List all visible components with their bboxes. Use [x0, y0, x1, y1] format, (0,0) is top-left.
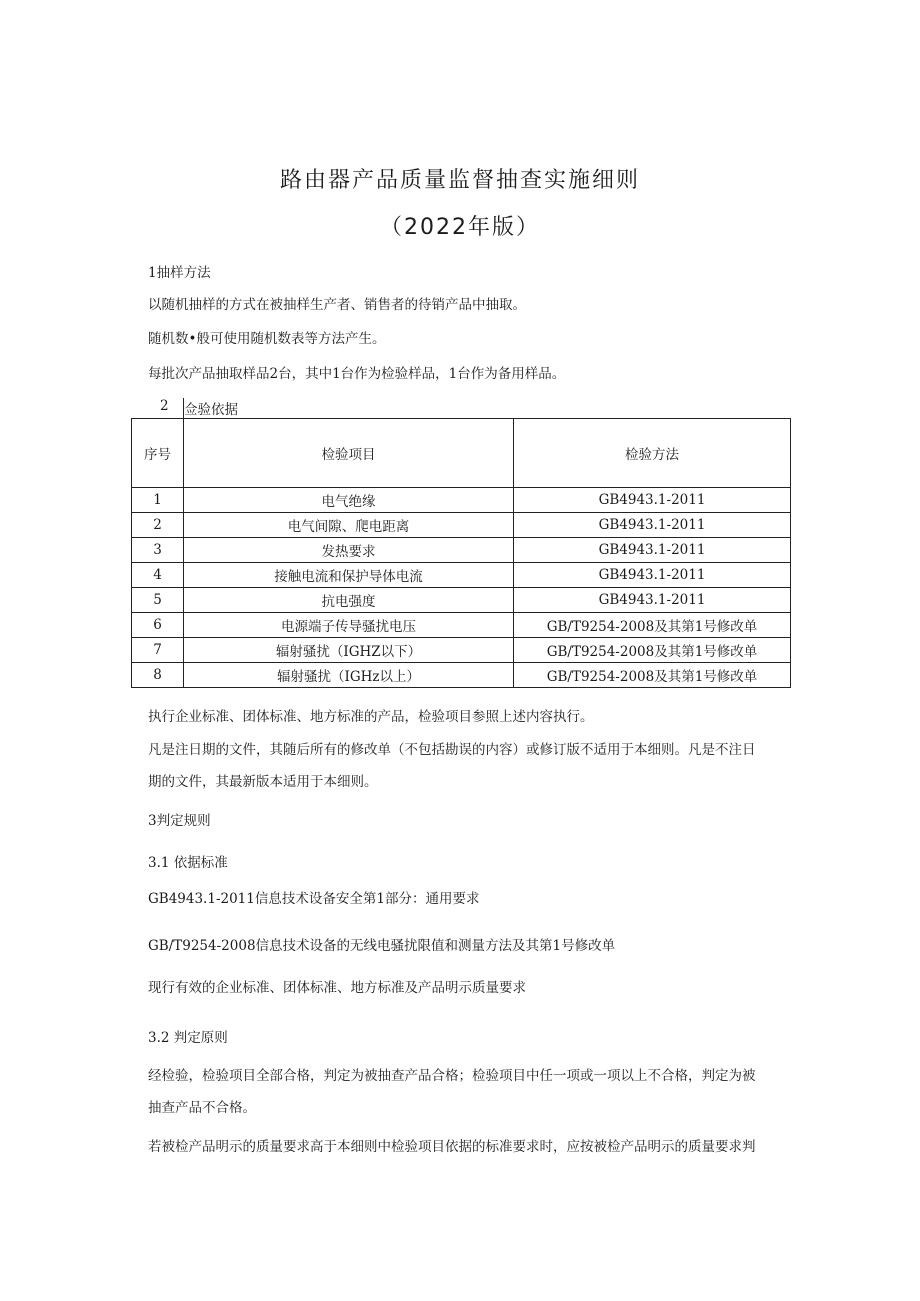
- cell-serial: 6: [132, 613, 184, 638]
- table-row: [132, 638, 791, 663]
- cell-serial: 1: [132, 488, 184, 513]
- cell-item: 电气间隙、爬电距离: [184, 513, 514, 538]
- cell-serial: 8: [132, 663, 184, 688]
- after-table-line: 期的文件，其最新版本适用于本细则。: [148, 774, 378, 790]
- cell-serial: 2: [132, 513, 184, 538]
- section3-2-heading: 3.2 判定原则: [148, 1030, 228, 1046]
- inspection-table: [131, 418, 791, 688]
- section3-1-heading: 3.1 依据标准: [148, 855, 228, 871]
- cell-method: GB4943.1-2011: [514, 563, 791, 588]
- table-row: [132, 613, 791, 638]
- standard-line: GB/T9254-2008信息技术设备的无线电骚扰限值和测量方法及其第1号修改单: [148, 938, 616, 954]
- table-row: [132, 488, 791, 513]
- after-table-line: 凡是注日期的文件，其随后所有的修改单（不包括勘误的内容）或修订版不适用于本细则。凡是不注日: [148, 742, 756, 758]
- table-row: [132, 563, 791, 588]
- header-method: 检验方法: [514, 419, 791, 488]
- cell-serial: 4: [132, 563, 184, 588]
- principle-line: 经检验，检验项目全部合格，判定为被抽查产品合格；检验项目中任一项或一项以上不合格，判定为被: [148, 1068, 756, 1084]
- table-row: [132, 588, 791, 613]
- section1-line: 以随机抽样的方式在被抽样生产者、销售者的待销产品中抽取。: [148, 297, 526, 313]
- cell-item: 辐射骚扰（IGHZ以下）: [184, 638, 514, 663]
- cell-method: GB4943.1-2011: [514, 513, 791, 538]
- section3-heading: 3判定规则: [148, 813, 211, 829]
- cell-method: GB4943.1-2011: [514, 488, 791, 513]
- section2-label: 佥验依据: [184, 402, 238, 418]
- section1-heading: 1抽样方法: [148, 265, 211, 281]
- cell-method: GB4943.1-2011: [514, 588, 791, 613]
- cell-serial: 3: [132, 538, 184, 563]
- principle-line: 抽查产品不合格。: [148, 1100, 256, 1116]
- document-edition: （2022年版）: [380, 215, 540, 240]
- section1-line: 随机数•般可使用随机数表等方法产生。: [148, 331, 386, 347]
- table-row: [132, 663, 791, 688]
- cell-method: GB/T9254-2008及其第1号修改单: [514, 638, 791, 663]
- header-serial: 序号: [132, 419, 184, 488]
- cell-item: 接触电流和保护导体电流: [184, 563, 514, 588]
- cell-item: 辐射骚扰（IGHz以上）: [184, 663, 514, 688]
- document-title: 路由器产品质量监督抽查实施细则: [279, 168, 640, 193]
- cell-method: GB/T9254-2008及其第1号修改单: [514, 663, 791, 688]
- cell-item: 电源端子传导骚扰电压: [184, 613, 514, 638]
- section2-number: 2: [160, 398, 169, 414]
- cell-method: GB4943.1-2011: [514, 538, 791, 563]
- standard-line: GB4943.1-2011信息技术设备安全第1部分：通用要求: [148, 891, 480, 907]
- table-row: [132, 513, 791, 538]
- cell-serial: 5: [132, 588, 184, 613]
- table-header-row: [132, 419, 791, 488]
- section1-line: 每批次产品抽取样品2台，其中1台作为检验样品，1台作为备用样品。: [148, 366, 566, 382]
- after-table-line: 执行企业标准、团体标准、地方标准的产品，检验项目参照上述内容执行。: [148, 709, 594, 725]
- header-item: 检验项目: [184, 419, 514, 488]
- cell-item: 发热要求: [184, 538, 514, 563]
- principle-line: 若被检产品明示的质量要求高于本细则中检验项目依据的标准要求时，应按被检产品明示的质量要求判: [148, 1139, 756, 1155]
- standard-line: 现行有效的企业标准、团体标准、地方标准及产品明示质量要求: [148, 980, 526, 996]
- cell-method: GB/T9254-2008及其第1号修改单: [514, 613, 791, 638]
- cell-item: 电气绝缘: [184, 488, 514, 513]
- table-row: [132, 538, 791, 563]
- cell-serial: 7: [132, 638, 184, 663]
- cell-item: 抗电强度: [184, 588, 514, 613]
